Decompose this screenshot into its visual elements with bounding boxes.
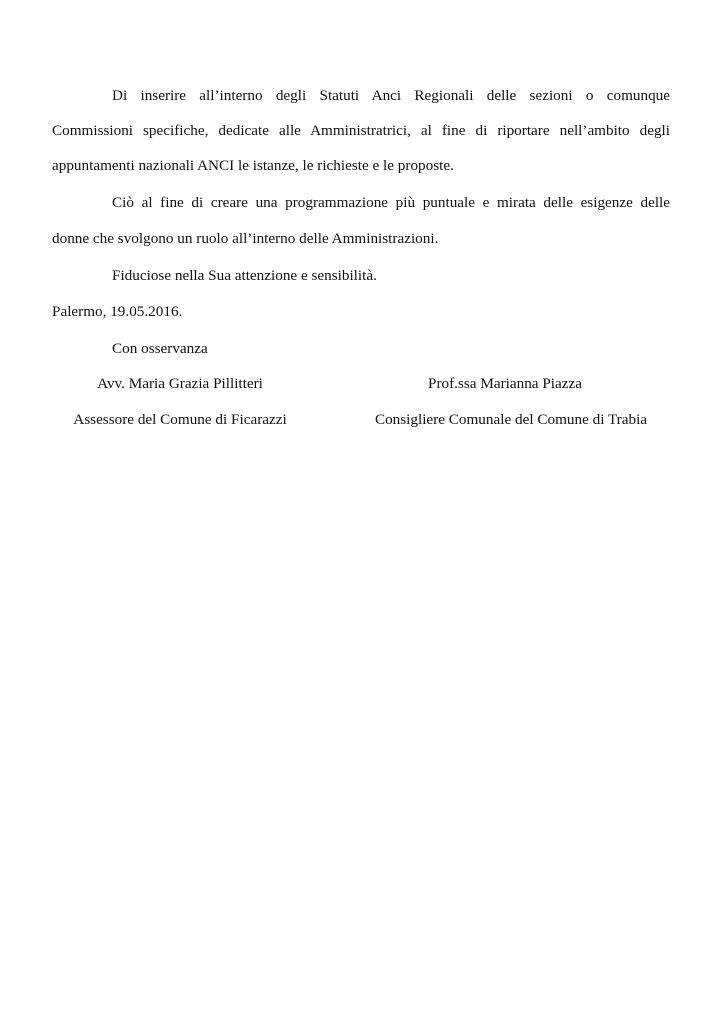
paragraph-1-line-1: Di inserire all’interno degli Statuti Anci Regionali delle sezioni o comunque [112,87,670,104]
paragraph-3: Fiduciose nella Sua attenzione e sensibilità. [112,267,377,284]
paragraph-2-line-2: donne che svolgono un ruolo all’interno delle Amministrazioni. [52,230,439,247]
paragraph-1-line-2: Commissioni specifiche, dedicate alle Amministratrici, al fine di riportare nell’ambito degli [52,122,670,139]
signatory-2-name: Prof.ssa Marianna Piazza [428,375,582,392]
signatory-2-role: Consigliere Comunale del Comune di Trabia [374,411,648,428]
date-line: Palermo, 19.05.2016. [52,303,183,320]
closing-salutation: Con osservanza [112,340,208,357]
signatory-1-name: Avv. Maria Grazia Pillitteri [97,375,263,392]
paragraph-2-line-1: Ciò al fine di creare una programmazione più puntuale e mirata delle esigenze delle [112,194,670,211]
signatory-1-role: Assessore del Comune di Ficarazzi [73,411,287,428]
paragraph-1-line-3: appuntamenti nazionali ANCI le istanze, le richieste e le proposte. [52,157,454,174]
